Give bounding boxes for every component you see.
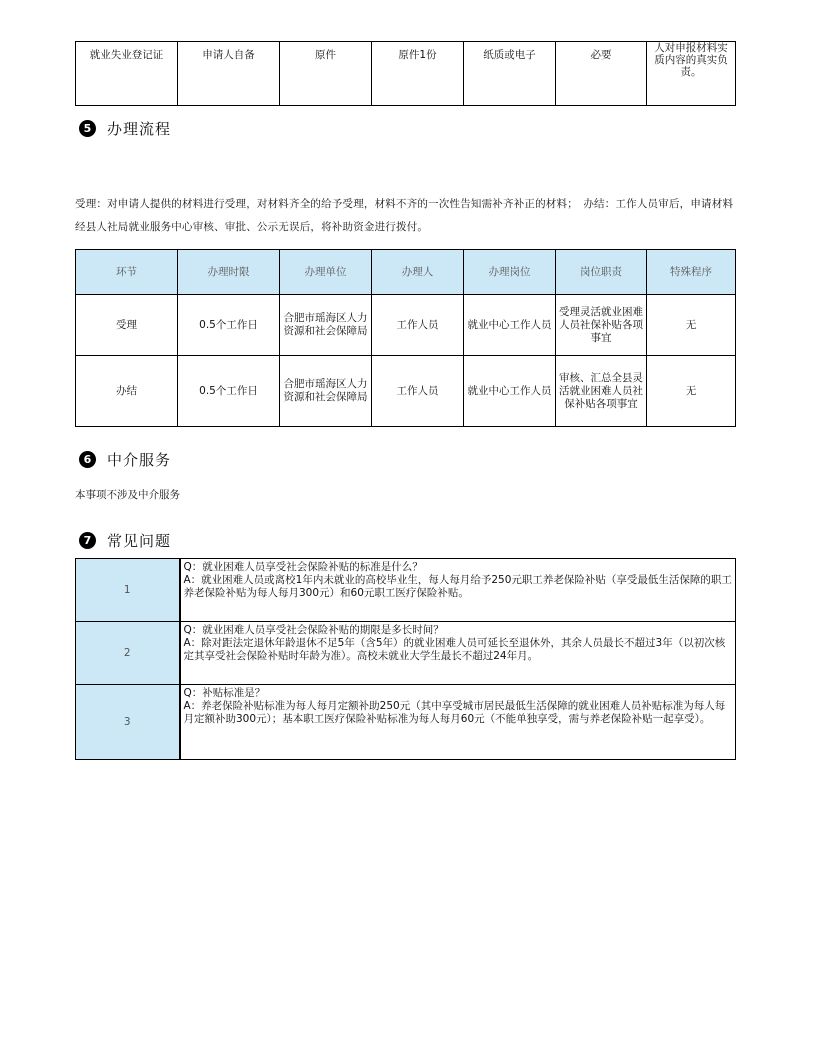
column-header: 办理人 [372, 250, 464, 295]
table-header-row [76, 250, 736, 295]
table-cell: 0.5个工作日 [178, 295, 280, 356]
faq-table [75, 558, 736, 760]
table-cell: 办结 [76, 356, 178, 427]
table-row [76, 356, 736, 427]
material-source: 申请人自备 [178, 42, 280, 106]
material-quantity: 原件1份 [372, 42, 464, 106]
material-name: 就业失业登记证 [76, 42, 178, 106]
section-title: 中介服务 [107, 451, 172, 469]
column-header: 岗位职责 [556, 250, 647, 295]
material-required: 必要 [556, 42, 647, 106]
table-cell: 受理灵活就业困难人员社保补贴各项事宜 [556, 295, 647, 356]
faq-row [76, 559, 736, 622]
column-header: 办理单位 [280, 250, 372, 295]
table-cell: 无 [647, 295, 736, 356]
faq-row [76, 685, 736, 760]
table-row [76, 295, 736, 356]
table-cell: 就业中心工作人员 [464, 295, 556, 356]
table-cell: 就业中心工作人员 [464, 356, 556, 427]
material-type: 原件 [280, 42, 372, 106]
column-header: 办理岗位 [464, 250, 556, 295]
section-heading-faq [79, 530, 171, 551]
section-number-badge: 6 [79, 451, 96, 468]
process-table [75, 249, 736, 427]
process-description: 受理：对申请人提供的材料进行受理，对材料齐全的给予受理，材料不齐的一次性告知需补齐补正的材料； 办结：工作人员审后，申请材料经县人社局就业服务中心审核、审批、公示无误后，将补助资金进行拨付。 [75, 198, 734, 233]
table-cell: 合肥市瑶海区人力资源和社会保障局 [280, 356, 372, 427]
section-number-badge: 5 [79, 120, 96, 137]
section-title: 办理流程 [107, 120, 172, 138]
faq-answer: A：就业困难人员或离校1年内未就业的高校毕业生，每人每月给予250元职工养老保险补贴（享受最低生活保障的职工养老保险补贴为每人每月300元）和60元职工医疗保险补贴。 [183, 574, 732, 599]
table-cell: 工作人员 [372, 295, 464, 356]
column-header: 办理时限 [178, 250, 280, 295]
faq-answer: A：除对距法定退休年龄退休不足5年（含5年）的就业困难人员可延长至退休外，其余人员最长不超过3年（以初次核定其享受社会保险补贴时年龄为准）。高校未就业大学生最长不超过24年月。 [183, 637, 726, 662]
faq-number: 2 [76, 622, 180, 685]
material-format: 纸质或电子 [464, 42, 556, 106]
materials-table [75, 41, 736, 106]
faq-question: Q：就业困难人员享受社会保险补贴的期限是多长时间？ [183, 624, 444, 636]
section-heading-agency [79, 449, 171, 470]
section-number-badge: 7 [79, 532, 96, 549]
section-heading-process [79, 118, 171, 139]
table-cell: 审核、汇总全县灵活就业困难人员社保补贴各项事宜 [556, 356, 647, 427]
table-cell: 无 [647, 356, 736, 427]
table-cell: 工作人员 [372, 356, 464, 427]
material-note: 人对申报材料实质内容的真实负责。 [647, 42, 736, 106]
column-header: 特殊程序 [647, 250, 736, 295]
faq-number: 3 [76, 685, 180, 760]
agency-text: 本事项不涉及中介服务 [75, 489, 180, 501]
faq-row [76, 622, 736, 685]
faq-content [180, 559, 736, 622]
section-title: 常见问题 [107, 532, 172, 550]
faq-question: Q：就业困难人员享受社会保险补贴的标准是什么？ [183, 561, 423, 573]
faq-question: Q：补贴标准是？ [183, 687, 266, 699]
faq-answer: A：养老保险补贴标准为每人每月定额补助250元（其中享受城市居民最低生活保障的就业困难人员补贴标准为每人每月定额补助300元）；基本职工医疗保险补贴标准为每人每月60元（不能单独享受，需与养老保险补贴一起享受）。 [183, 700, 726, 725]
column-header: 环节 [76, 250, 178, 295]
faq-number: 1 [76, 559, 180, 622]
faq-content [180, 685, 736, 760]
table-cell: 0.5个工作日 [178, 356, 280, 427]
table-cell: 受理 [76, 295, 178, 356]
table-cell: 合肥市瑶海区人力资源和社会保障局 [280, 295, 372, 356]
table-row [76, 42, 736, 106]
faq-content [180, 622, 736, 685]
